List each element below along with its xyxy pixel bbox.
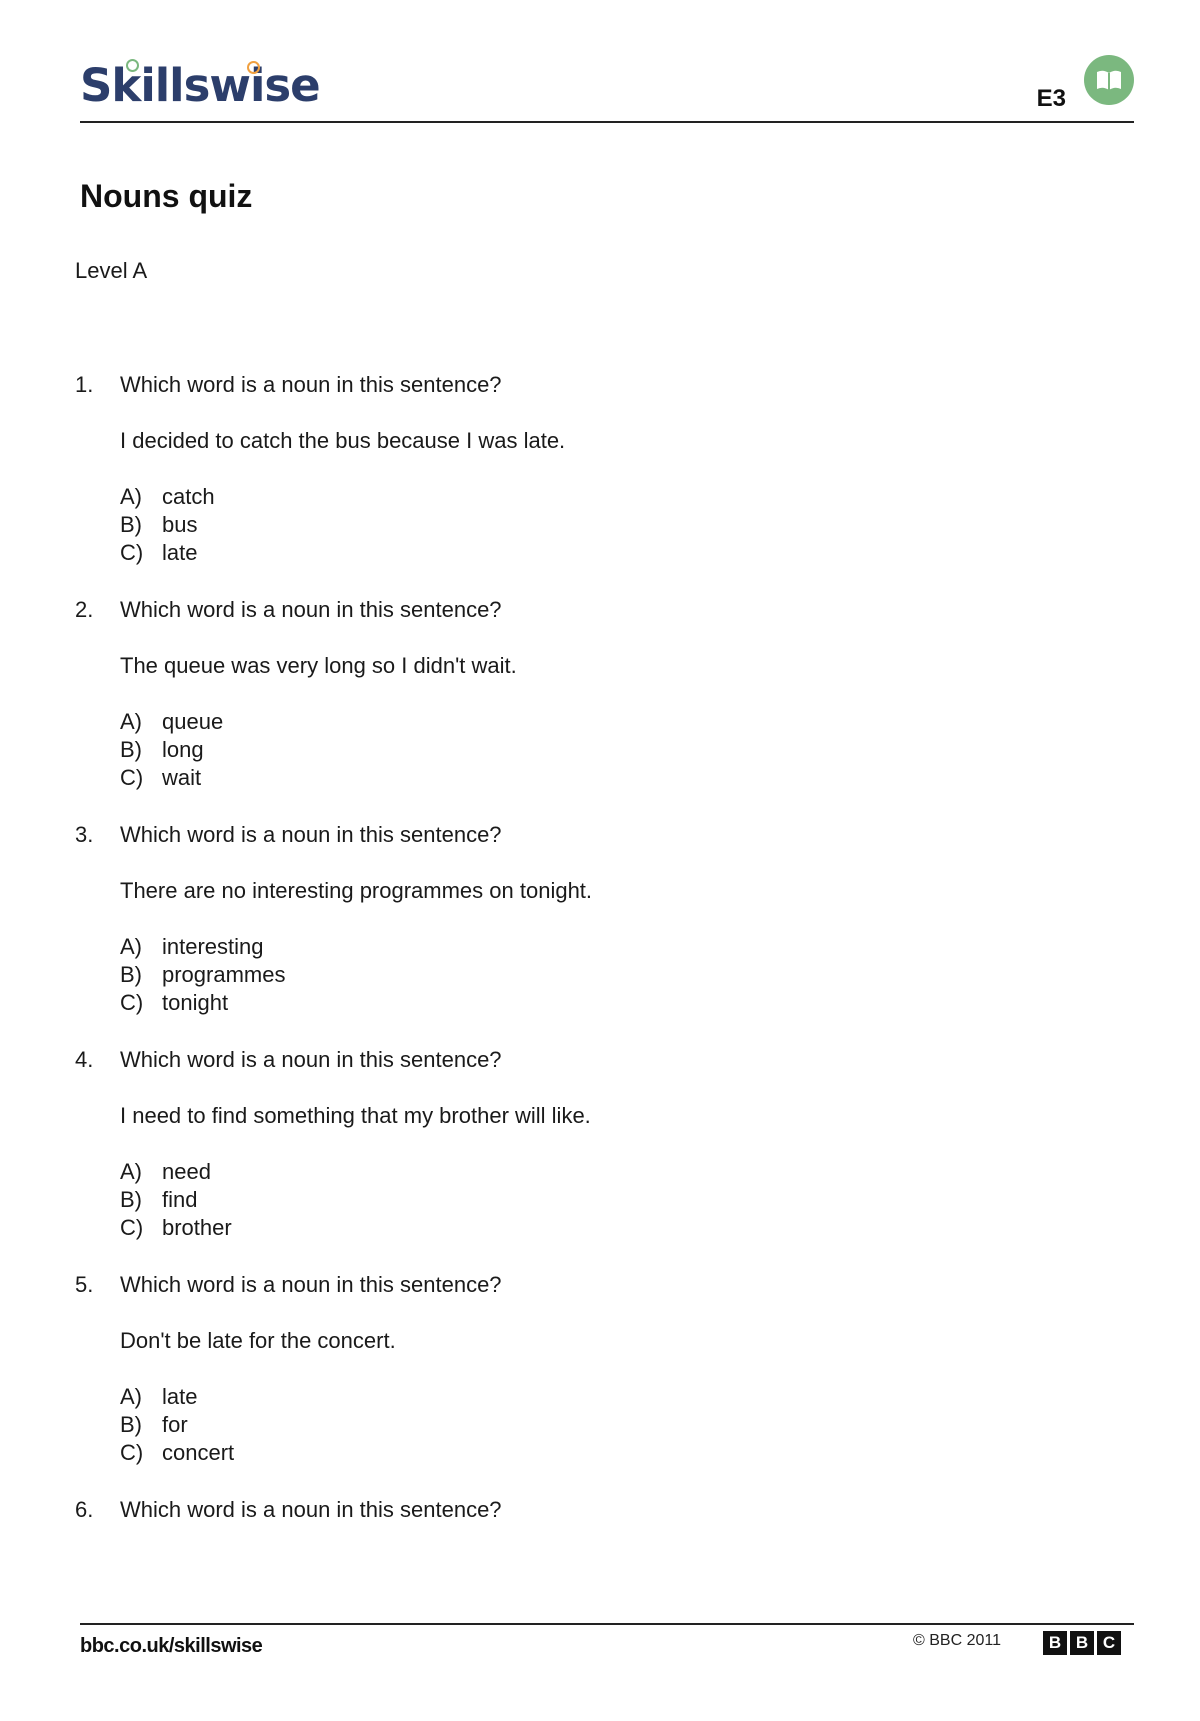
option-letter: C) bbox=[120, 1215, 144, 1240]
question-sentence: The queue was very long so I didn't wait. bbox=[120, 653, 517, 678]
question-number: 3. bbox=[75, 822, 94, 847]
level-label: E3 bbox=[1036, 85, 1066, 112]
option-text: late bbox=[162, 540, 198, 565]
option-text: tonight bbox=[162, 990, 229, 1015]
option-a[interactable] bbox=[120, 483, 215, 511]
option-letter: A) bbox=[120, 1159, 142, 1184]
question-sentence: I decided to catch the bus because I was late. bbox=[120, 428, 566, 453]
option-letter: C) bbox=[120, 540, 144, 565]
option-b[interactable] bbox=[120, 1411, 188, 1439]
question-6 bbox=[75, 1496, 1075, 1721]
question-prompt: Which word is a noun in this sentence? bbox=[120, 1497, 502, 1522]
level-subtitle: Level A bbox=[75, 258, 148, 283]
question-1 bbox=[75, 371, 1075, 596]
question-number: 1. bbox=[75, 372, 94, 397]
option-letter: A) bbox=[120, 1384, 142, 1409]
option-text: for bbox=[162, 1412, 188, 1437]
option-c[interactable] bbox=[120, 764, 201, 792]
option-text: interesting bbox=[162, 934, 264, 959]
logo-dot-orange bbox=[247, 61, 260, 74]
option-b[interactable] bbox=[120, 736, 204, 764]
option-letter: B) bbox=[120, 737, 142, 762]
skillswise-logo: Skillswise bbox=[80, 59, 320, 112]
question-2 bbox=[75, 596, 1075, 821]
bbc-logo-block: C bbox=[1097, 1631, 1121, 1655]
option-text: wait bbox=[162, 765, 202, 790]
option-letter: A) bbox=[120, 484, 142, 509]
option-text: long bbox=[162, 737, 204, 762]
option-text: concert bbox=[162, 1440, 235, 1465]
question-sentence: Don't be late for the concert. bbox=[120, 1328, 396, 1353]
question-prompt: Which word is a noun in this sentence? bbox=[120, 1047, 502, 1072]
bbc-logo-block: B bbox=[1043, 1631, 1067, 1655]
option-letter: B) bbox=[120, 1187, 142, 1212]
page-title: Nouns quiz bbox=[80, 178, 253, 214]
option-b[interactable] bbox=[120, 1186, 197, 1214]
skillswise-url[interactable]: bbc.co.uk/skillswise bbox=[80, 1635, 263, 1657]
option-b[interactable] bbox=[120, 511, 197, 539]
question-number: 5. bbox=[75, 1272, 94, 1297]
option-text: brother bbox=[162, 1215, 232, 1240]
option-b[interactable] bbox=[120, 961, 285, 989]
option-text: find bbox=[162, 1187, 198, 1212]
question-prompt: Which word is a noun in this sentence? bbox=[120, 372, 502, 397]
bbc-logo-block: B bbox=[1070, 1631, 1094, 1655]
bbc-logo bbox=[1043, 1631, 1121, 1655]
option-letter: C) bbox=[120, 1440, 144, 1465]
option-letter: A) bbox=[120, 934, 142, 959]
question-5 bbox=[75, 1271, 1075, 1496]
option-text: queue bbox=[162, 709, 224, 734]
option-letter: C) bbox=[120, 990, 144, 1015]
open-book-icon bbox=[1084, 55, 1134, 105]
option-letter: B) bbox=[120, 512, 142, 537]
copyright-notice: © BBC 2011 bbox=[913, 1632, 1001, 1649]
question-list bbox=[75, 371, 1075, 1721]
question-sentence: I need to find something that my brother will like. bbox=[120, 1103, 591, 1128]
option-letter: B) bbox=[120, 1412, 142, 1437]
option-text: programmes bbox=[162, 962, 286, 987]
option-text: need bbox=[162, 1159, 211, 1184]
question-prompt: Which word is a noun in this sentence? bbox=[120, 597, 502, 622]
question-sentence: There are no interesting programmes on tonight. bbox=[120, 878, 593, 903]
option-a[interactable] bbox=[120, 1158, 211, 1186]
question-number: 4. bbox=[75, 1047, 94, 1072]
question-prompt: Which word is a noun in this sentence? bbox=[120, 822, 502, 847]
option-a[interactable] bbox=[120, 1383, 197, 1411]
option-c[interactable] bbox=[120, 1214, 232, 1242]
option-text: catch bbox=[162, 484, 215, 509]
option-letter: A) bbox=[120, 709, 142, 734]
option-letter: B) bbox=[120, 962, 142, 987]
footer-divider bbox=[80, 1623, 1134, 1625]
option-c[interactable] bbox=[120, 1439, 234, 1467]
option-c[interactable] bbox=[120, 989, 228, 1017]
option-text: late bbox=[162, 1384, 198, 1409]
logo-dot-green bbox=[126, 59, 139, 72]
option-c[interactable] bbox=[120, 539, 197, 567]
option-a[interactable] bbox=[120, 933, 264, 961]
option-a[interactable] bbox=[120, 708, 223, 736]
option-text: bus bbox=[162, 512, 198, 537]
question-number: 2. bbox=[75, 597, 94, 622]
question-4 bbox=[75, 1046, 1075, 1271]
page-header bbox=[80, 55, 1134, 123]
question-3 bbox=[75, 821, 1075, 1046]
header-divider bbox=[80, 121, 1134, 123]
question-number: 6. bbox=[75, 1497, 94, 1522]
option-letter: C) bbox=[120, 765, 144, 790]
question-prompt: Which word is a noun in this sentence? bbox=[120, 1272, 502, 1297]
